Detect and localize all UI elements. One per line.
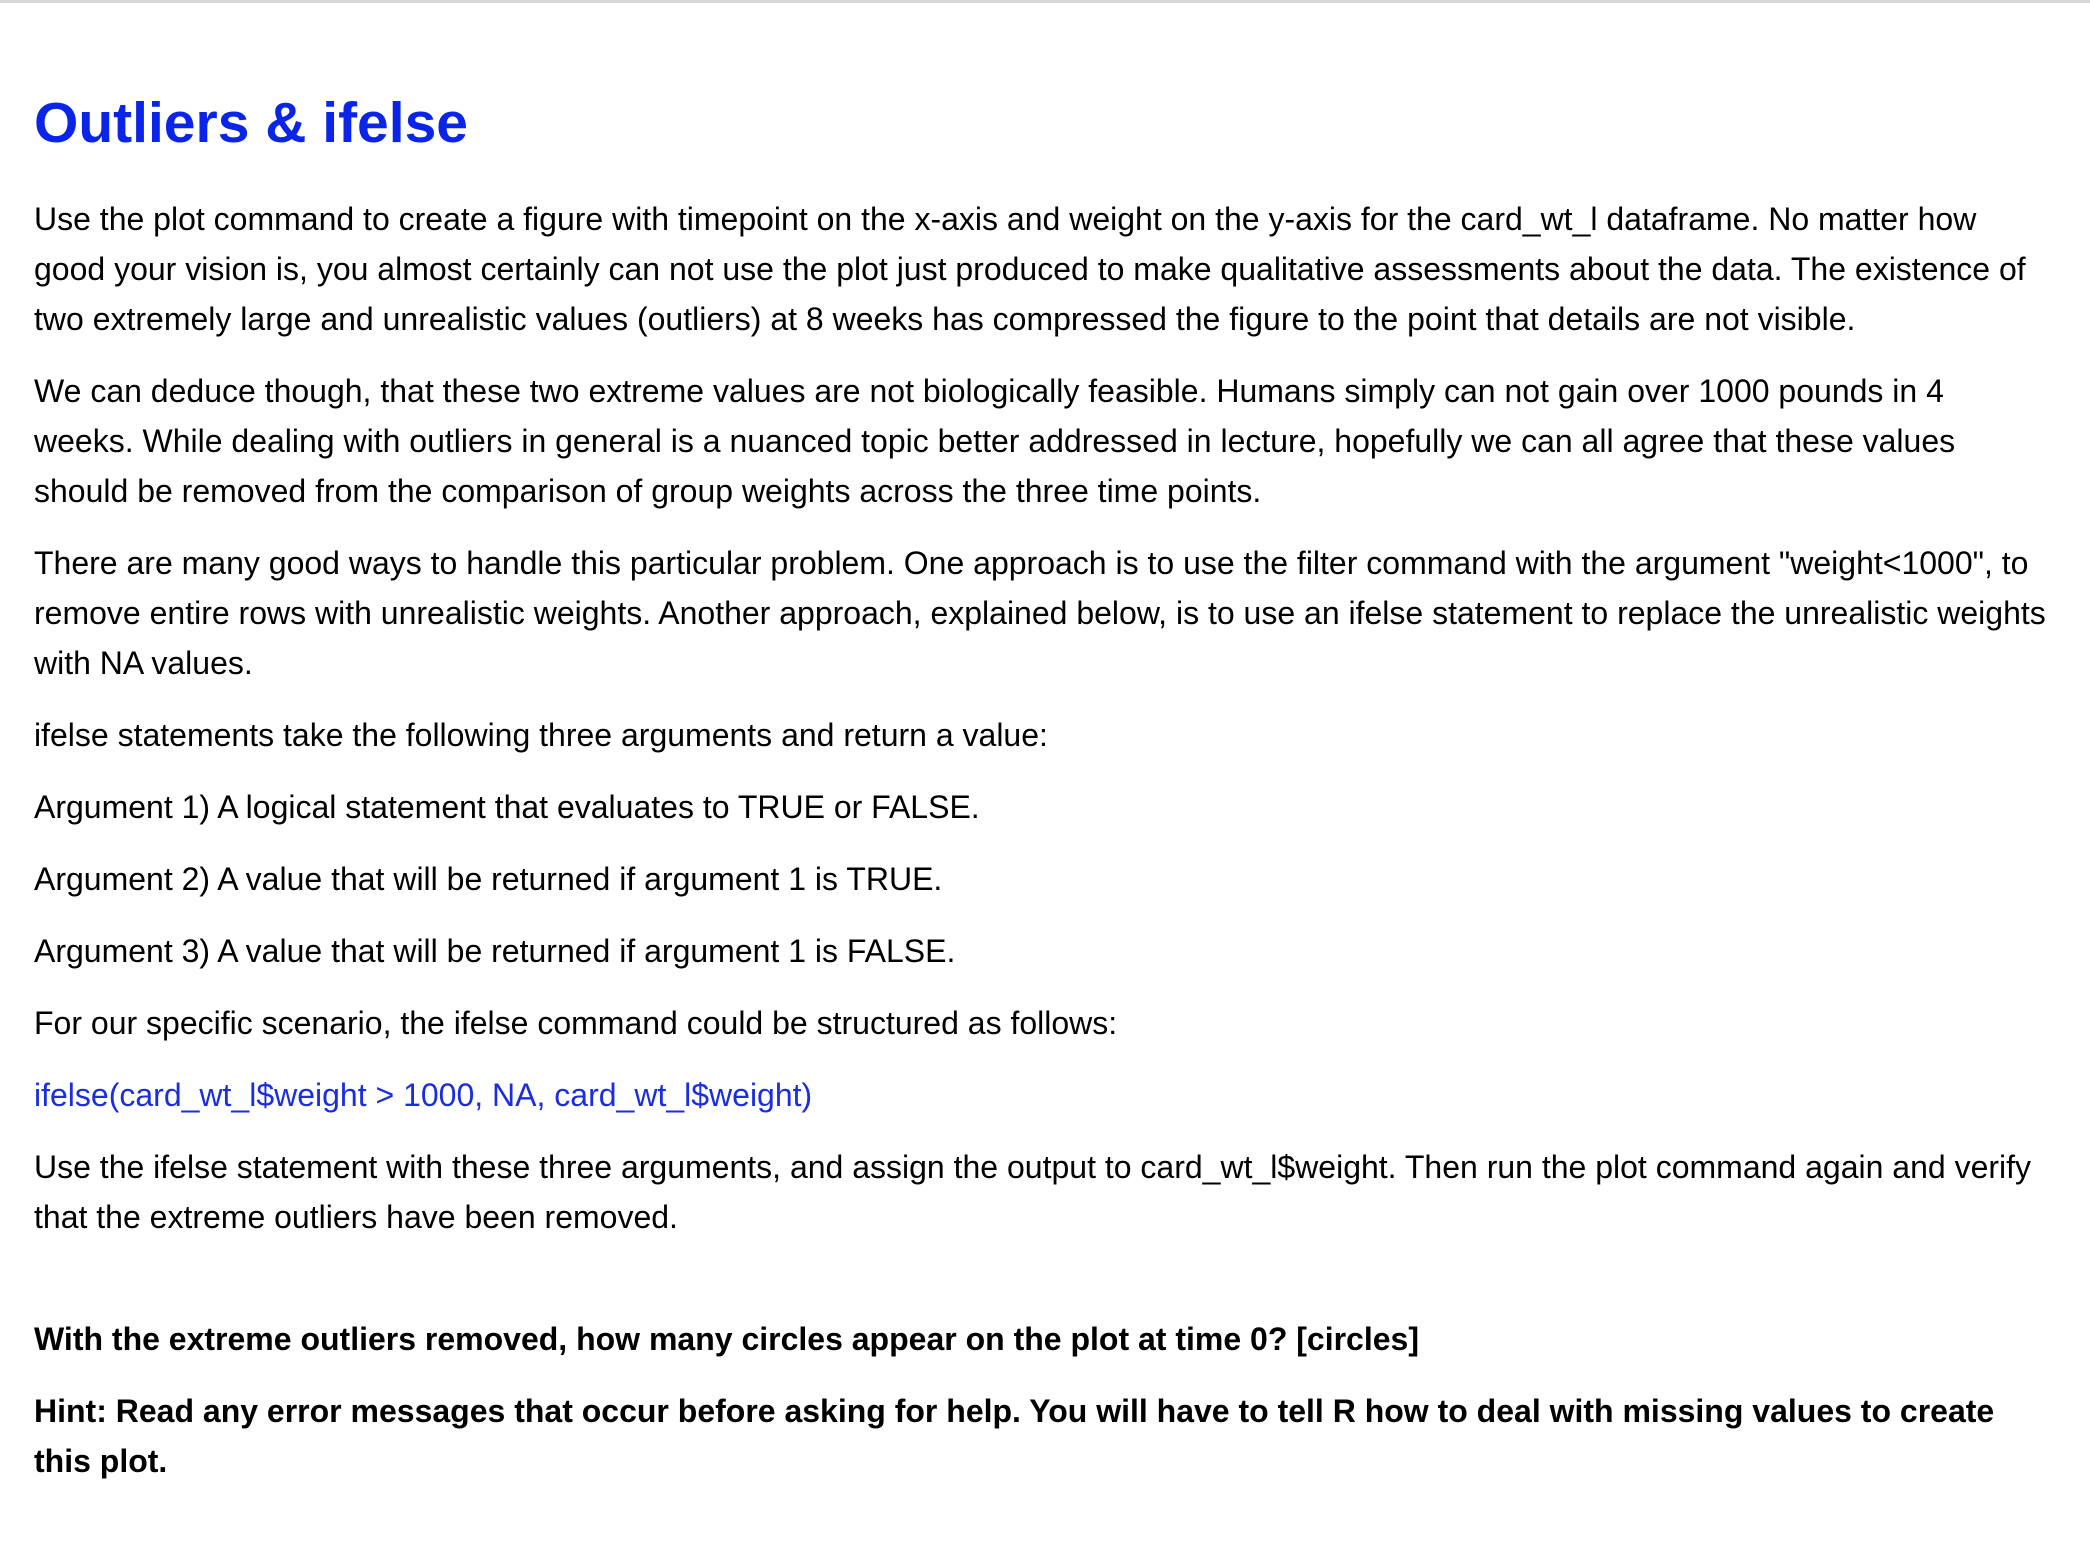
spacer <box>34 1264 2050 1314</box>
question-text: With the extreme outliers removed, how many circles appear on the plot at time 0? [circles] <box>34 1321 1419 1357</box>
deduce-paragraph: We can deduce though, that these two extreme values are not biologically feasible. Humans simply can not gain over 1000 pounds in 4 weeks. While dealing with outliers in general is a nuanced topic better addressed in lecture, hopefully we can all agree that these values should be removed from the comparison of group weights across the three time points. <box>34 373 1956 509</box>
hint-text: Hint: Read any error messages that occur before asking for help. You will have to tell R how to deal with missing values to create this plot. <box>34 1393 1995 1479</box>
ifelse-intro-paragraph: ifelse statements take the following three arguments and return a value: <box>34 717 1048 753</box>
intro-paragraph: Use the plot command to create a figure with timepoint on the x-axis and weight on the y-axis for the card_wt_l dataframe. No matter how good your vision is, you almost certainly can not use the plot just produced to make qualitative assessments about the data. The existence of two extremely large and unrealistic values (outliers) at 8 weeks has compressed the figure to the point that details are not visible. <box>34 201 2026 337</box>
code-example: ifelse(card_wt_l$weight > 1000, NA, card_wt_l$weight) <box>34 1077 813 1113</box>
argument-2: Argument 2) A value that will be returned if argument 1 is TRUE. <box>34 861 943 897</box>
approaches-paragraph: There are many good ways to handle this particular problem. One approach is to use the filter command with the argument "weight<1000", to remove entire rows with unrealistic weights. Another approach, explained below, is to use an ifelse statement to replace the unrealistic weights with NA values. <box>34 545 2046 681</box>
instruction-paragraph: Use the ifelse statement with these three arguments, and assign the output to card_wt_l$weight. Then run the plot command again and verify that the extreme outliers have been removed. <box>34 1149 2032 1235</box>
argument-1: Argument 1) A logical statement that evaluates to TRUE or FALSE. <box>34 789 980 825</box>
argument-3: Argument 3) A value that will be returned if argument 1 is FALSE. <box>34 933 956 969</box>
page-title: Outliers & ifelse <box>34 91 468 155</box>
scenario-paragraph: For our specific scenario, the ifelse command could be structured as follows: <box>34 1005 1118 1041</box>
document-content <box>34 88 2050 1508</box>
top-divider <box>0 0 2090 3</box>
